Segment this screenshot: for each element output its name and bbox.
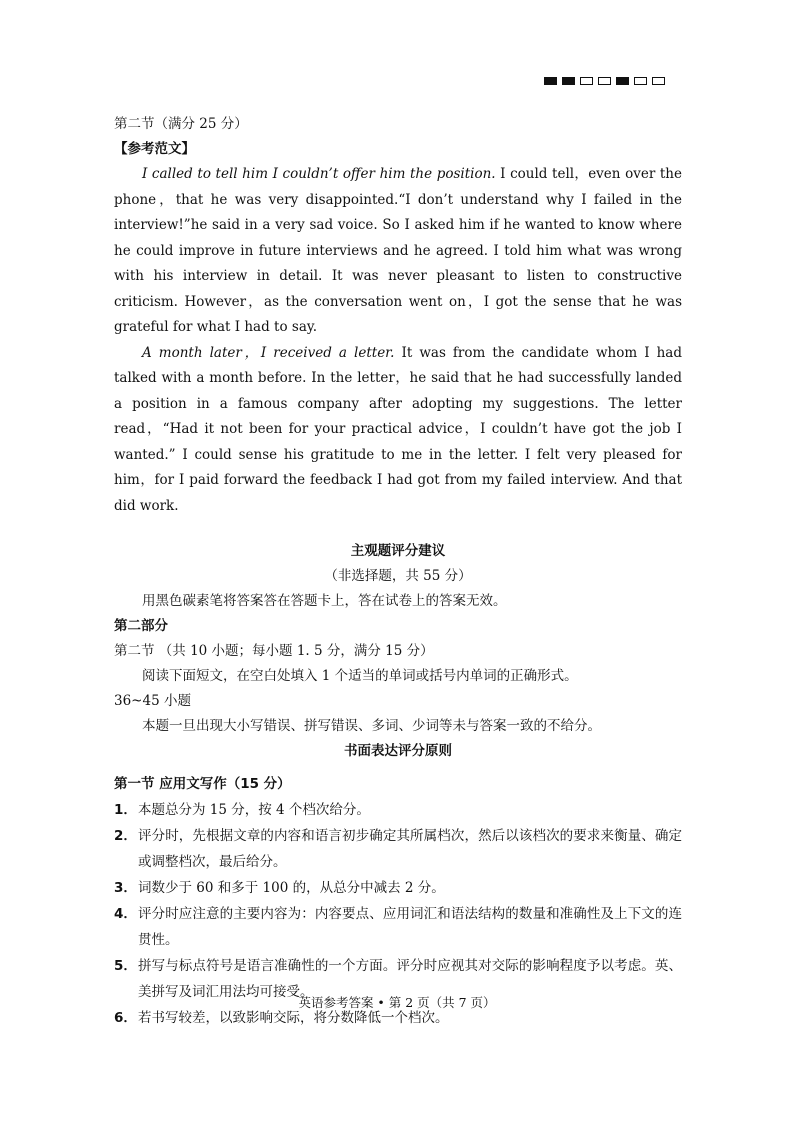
header-mark [580,77,593,85]
main-content [114,112,682,1031]
scoring-item [114,823,682,875]
scoring-item-number: 2． [114,828,137,844]
header-mark [634,77,647,85]
essay-italic-opening: I called to tell him I couldn’t offer him the position. [142,166,496,182]
header-mark [562,77,575,85]
answer-note: 用黑色碳素笔将答案答在答题卡上，答在试卷上的答案无效。 [142,593,507,609]
scoring-item-number: 6． [114,1010,137,1026]
scoring-item-text: 词数少于 60 和多于 100 的，从总分中减去 2 分。 [138,880,445,896]
scoring-item-text: 评分时，先根据文章的内容和语言初步确定其所属档次，然后以该档次的要求来衡量、确定或调整档次，最后给分。 [138,828,682,870]
scoring-item [114,875,682,901]
writing-section-title: 第一节 应用文写作（15 分） [114,776,291,792]
header-marks [544,77,665,85]
header-mark [544,77,557,85]
header-mark [598,77,611,85]
instruction: 阅读下面短文，在空白处填入 1 个适当的单词或括号内单词的正确形式。 [142,668,578,684]
scoring-item-text: 拼写与标点符号是语言准确性的一个方面。评分时应视其对交际的影响程度予以考虑。英、美拼写及词汇用法均可接受。 [138,958,682,1000]
scoring-item-text: 若书写较差，以致影响交际，将分数降低一个档次。 [138,1010,449,1026]
scoring-item-number: 5． [114,958,137,974]
essay-paragraph-2 [114,341,682,520]
page-footer: 英语参考答案 • 第 2 页（共 7 页） [298,995,496,1010]
essay-italic-opening: A month later，I received a letter. [142,344,395,361]
section-line: 第二节 （共 10 小题；每小题 1. 5 分，满分 15 分） [114,643,434,659]
scoring-item-text: 评分时应注意的主要内容为：内容要点、应用词汇和语法结构的数量和准确性及上下文的连贯性。 [138,906,682,948]
scoring-item-number: 1． [114,802,137,818]
part-title: 第二部分 [114,618,168,634]
essay-body: It was from the candidate whom I had talked with a month before. In the letter，he said that he had successfully landed a position in a famous company after adopting my suggestions. The letter read，“Had it not been for your practical advice，I couldn’t have got the job I wanted.” I could sense his gratitude to me in the letter. I felt very pleased for him，for I paid forward the feedback I had got from my failed interview. And that did work. [114,344,683,514]
scoring-item-text: 本题总分为 15 分，按 4 个档次给分。 [138,802,370,818]
question-range: 36~45 小题 [114,693,191,709]
header-mark [652,77,665,85]
scoring-item-number: 4． [114,906,137,922]
subjective-heading: 主观题评分建议 [350,543,446,559]
scoring-item-number: 3． [114,880,137,896]
scoring-item [114,901,682,953]
writing-heading: 书面表达评分原则 [344,743,452,759]
essay-paragraph-1 [114,162,682,341]
sample-essay-label: 【参考范文】 [114,141,195,157]
essay-body: I could tell，even over the phone，that he was very disappointed.“I don’t understand why I failed in the interview!”he said in a very sad voice. So I asked him if he wanted to know where he could improve in future interviews and he agreed. I told him what was wrong with his interview in detail. It was never pleasant to listen to constructive criticism. However，as the conversation went on，I got the sense that he was grateful for what I had to say. [114,166,682,335]
header-mark [616,77,629,85]
section-title: 第二节（满分 25 分） [114,116,248,132]
scoring-item [114,797,682,823]
subjective-subheading: （非选择题，共 55 分） [324,568,472,584]
scoring-rule: 本题一旦出现大小写错误、拼写错误、多词、少词等未与答案一致的不给分。 [142,718,601,734]
